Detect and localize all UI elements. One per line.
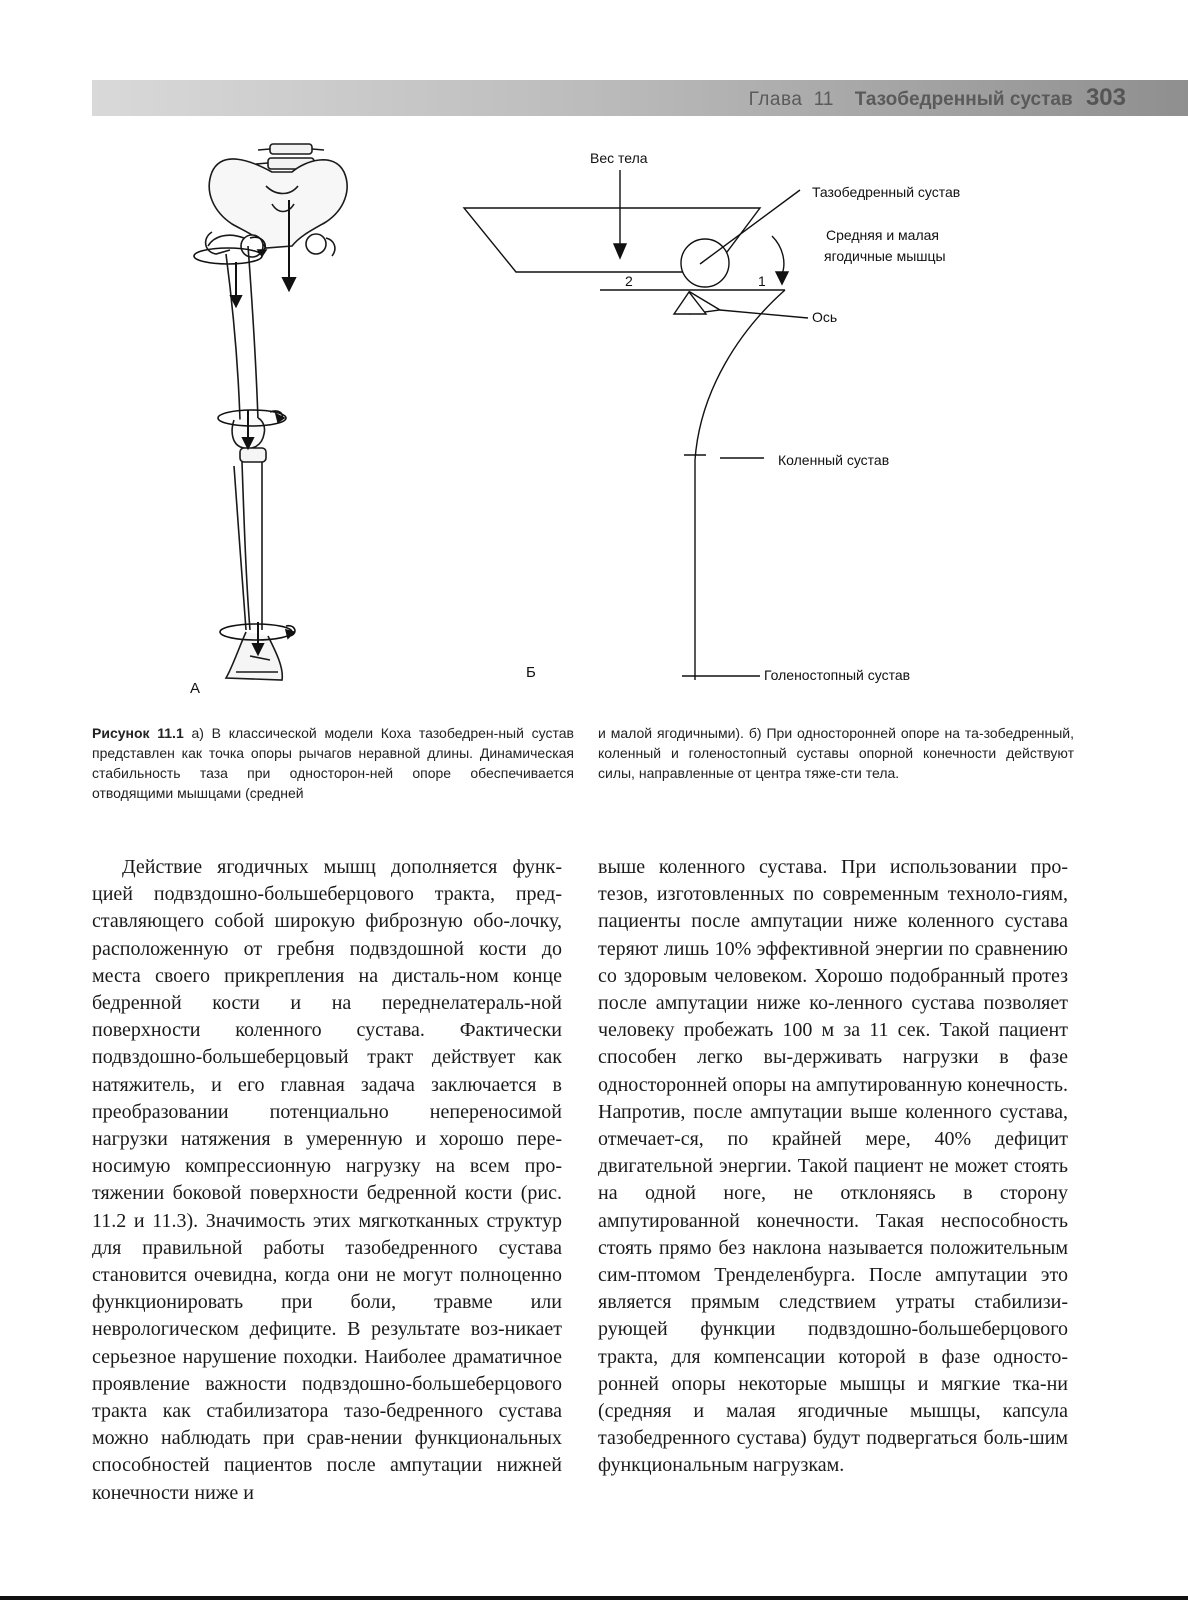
body-right-paragraph: выше коленного сустава. При использовании про-тезов, изготовленных по современным техноло-гиям, пациенты после ампутации ниже коленного сустава теряют лишь 10% эффективной энергии по сравнению со здоровым человеком. Хорошо подобранный протез после ампутации ниже ко-ленного сустава позволяет человеку пробежать 100 м за 11 сек. Такой пациент способен легко вы-держивать нагрузки в фазе односторонней опоры на ампутированную конечность. Напротив, после ампутации выше коленного сустава, отмечает-ся, по крайней мере, 40% дефицит двигательной энергии. Такой пациент не может стоять на одной ноге, не отклоняясь в сторону ампутированной конечности. Такая неспособность стоять прямо без наклона называется положительным сим-птомом Тренделенбурга. После ампутации это является прямым следствием утраты стабилизи-рующей функции подвздошно-большеберцового тракта, для компенсации которой в фазе односто-ронней опоры некоторые мышцы и мягкие тка-ни (средняя и малая ягодичные мышцы, капсула тазобедренного сустава) будут подвергаться боль-шим функциональным нагрузкам.	[598, 856, 1068, 1477]
label-knee-joint: Коленный сустав	[778, 452, 890, 468]
figure-number: Рисунок 11.1	[92, 725, 184, 741]
label-lever-1: 1	[758, 273, 766, 289]
bottom-scan-edge	[0, 1596, 1188, 1600]
figure-caption-right: и малой ягодичными). б) При односторонней опоре на та-зобедренный, коленный и голеностопный суставы опорной конечности действуют силы, направленные от центра тяже-сти тела.	[598, 725, 1074, 781]
body-left-paragraph: Действие ягодичных мышц дополняется функ-цией подвздошно-большеберцового тракта, пред-ставляющего собой широкую фиброзную обо-лочку, расположенную от гребня подвздошной кости до места своего прикрепления на дисталь-ном конце бедренной кости и на переднелатераль-ной поверхности коленного сустава. Фактически подвздошно-большеберцовый тракт действует как натяжитель, и его главная задача заключается в преобразовании потенциально непереносимой нагрузки натяжения в умеренную и хорошо пере-носимую компрессионную нагрузку на всем про-тяжении боковой поверхности бедренной кости (рис. 11.2 и 11.3). Значимость этих мягкотканных структур для правильной работы тазобедренного сустава становится очевидна, когда они не могут полноценно функционировать при боли, травме или неврологическом дефиците. В результате воз-никает серьезное нарушение походки. Наиболее драматичное проявление важности подвздошно-большеберцового тракта как стабилизатора тазо-бедренного сустава можно наблюдать при срав-нении функциональных способностей пациентов после ампутации нижней конечности ниже и	[92, 856, 562, 1504]
figure-caption-left	[92, 723, 574, 803]
figure-11-1	[0, 0, 1188, 700]
label-gluteal-line1: Средняя и малая	[826, 227, 939, 243]
body-right-column	[598, 854, 1068, 1480]
label-hip-joint: Тазобедренный сустав	[812, 184, 961, 200]
chapter-number: 11	[813, 89, 834, 110]
chapter-label: Глава	[748, 89, 803, 110]
body-left-column	[92, 854, 562, 1507]
page-number: 303	[1085, 84, 1126, 111]
koch-lever-diagram	[464, 170, 808, 680]
label-axis: Ось	[812, 309, 838, 325]
panel-b-label: Б	[526, 664, 536, 681]
label-gluteal-line2: ягодичные мышцы	[824, 248, 946, 264]
panel-a-label: А	[190, 680, 201, 697]
label-lever-2: 2	[625, 273, 633, 289]
chapter-title: Тазобедренный сустав	[854, 89, 1073, 110]
label-body-weight: Вес тела	[590, 150, 648, 166]
caption-left-text: а) В классической модели Коха тазобедрен-ный сустав представлен как точка опоры рычагов неравной длины. Динамическая стабильность таза при односторон-ней опоре обеспечивается отводящими мышцами (средней	[92, 725, 574, 801]
label-ankle-joint: Голеностопный сустав	[764, 667, 911, 683]
